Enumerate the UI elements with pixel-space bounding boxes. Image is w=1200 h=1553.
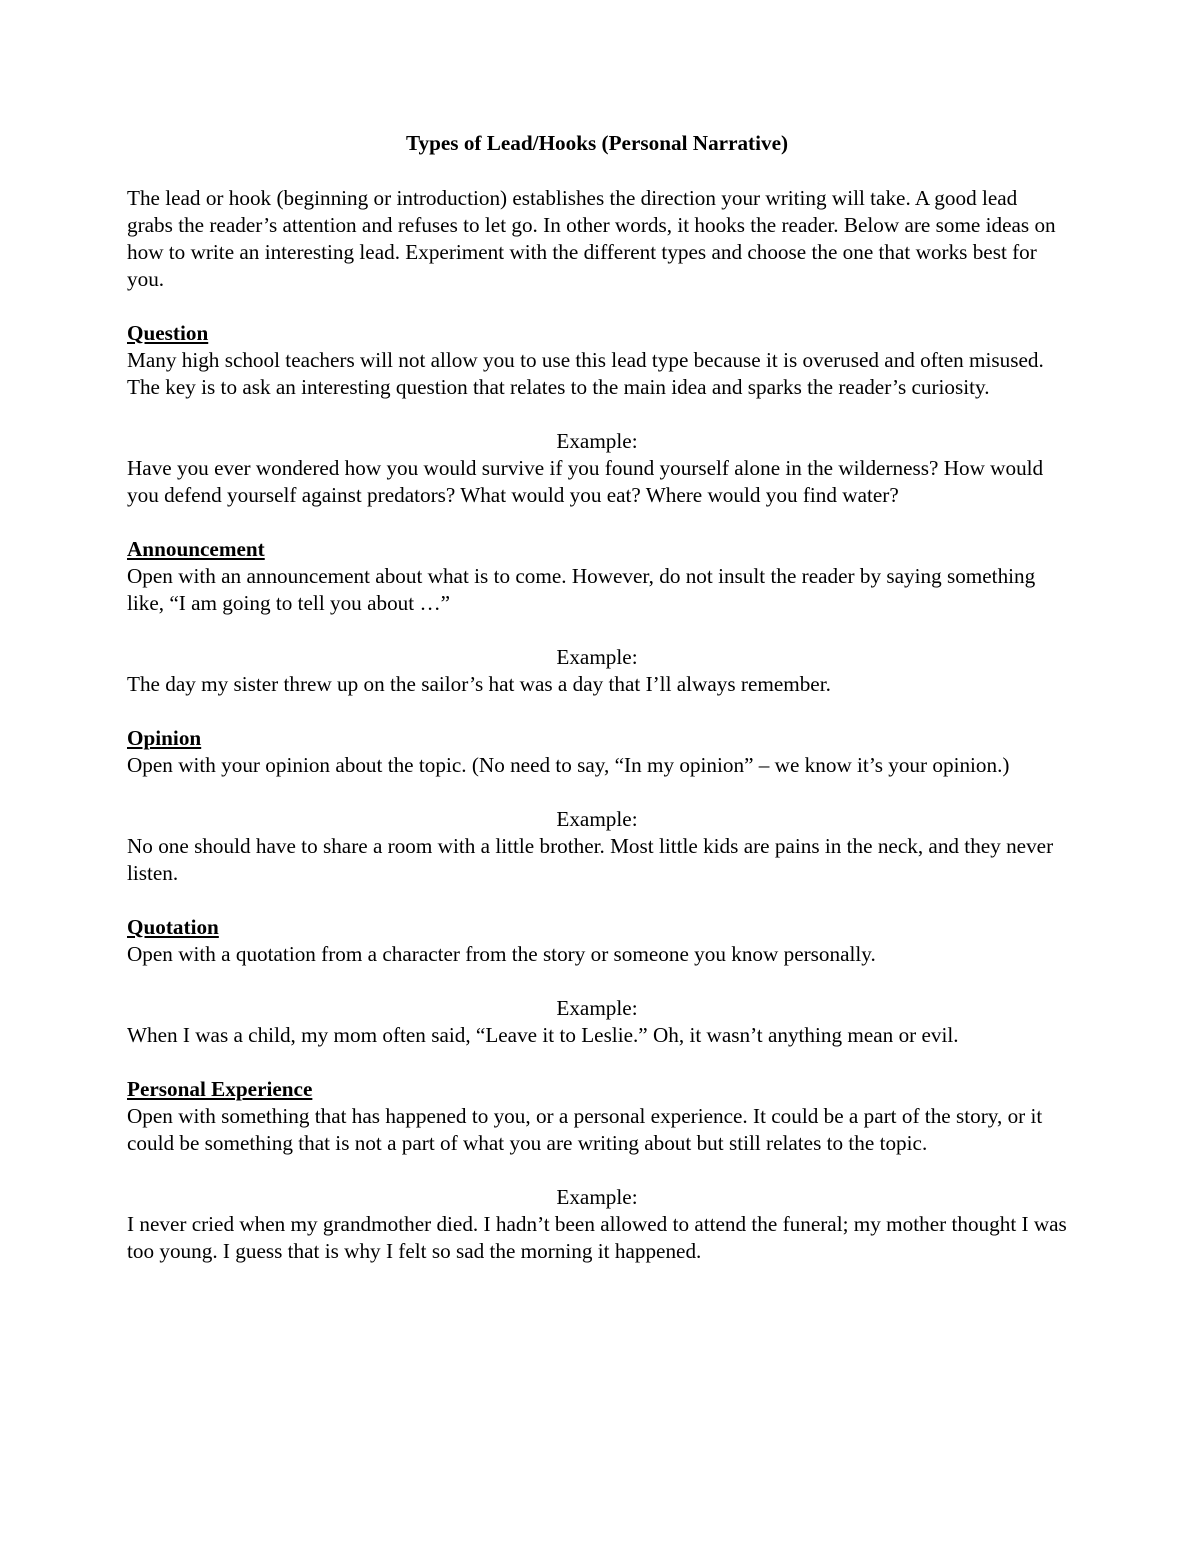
example-text: I never cried when my grandmother died. I hadn’t been allowed to attend the funeral; my mother thought I was too young. I guess that is why I felt so sad the morning it happened. <box>127 1212 1067 1263</box>
section-description: Open with a quotation from a character from the story or someone you know personally. <box>127 942 876 966</box>
example-text: Have you ever wondered how you would survive if you found yourself alone in the wilderness? How would you defend yourself against predators? What would you eat? Where would you find water? <box>127 456 1044 507</box>
section-heading: Opinion <box>127 726 202 750</box>
document-page <box>127 128 1067 1292</box>
example-label: Example: <box>556 429 638 453</box>
section-description: Open with your opinion about the topic. (No need to say, “In my opinion” – we know it’s your opinion.) <box>127 753 1010 777</box>
section-quotation <box>127 914 1067 1049</box>
example-label: Example: <box>556 807 638 831</box>
section-personal-experience <box>127 1076 1067 1265</box>
section-question <box>127 320 1067 509</box>
section-description: Open with an announcement about what is to come. However, do not insult the reader by saying something like, “I am going to tell you about …” <box>127 564 1036 615</box>
intro-paragraph: The lead or hook (beginning or introduction) establishes the direction your writing will take. A good lead grabs the reader’s attention and refuses to let go. In other words, it hooks the reader. Below are some ideas on how to write an interesting lead. Experiment with the different types and choose the one that works best for you. <box>127 186 1056 291</box>
section-description: Many high school teachers will not allow you to use this lead type because it is overused and often misused. The key is to ask an interesting question that relates to the main idea and sparks the reader’s curiosity. <box>127 348 1044 399</box>
example-text: No one should have to share a room with a little brother. Most little kids are pains in the neck, and they never listen. <box>127 834 1054 885</box>
example-label: Example: <box>556 1185 638 1209</box>
section-opinion <box>127 725 1067 887</box>
example-label: Example: <box>556 996 638 1020</box>
document-title: Types of Lead/Hooks (Personal Narrative) <box>405 131 789 155</box>
section-heading: Question <box>127 321 209 345</box>
section-announcement <box>127 536 1067 698</box>
section-description: Open with something that has happened to you, or a personal experience. It could be a part of the story, or it could be something that is not a part of what you are writing about but still relates to the topic. <box>127 1104 1043 1155</box>
example-label: Example: <box>556 645 638 669</box>
example-text: The day my sister threw up on the sailor’s hat was a day that I’ll always remember. <box>127 672 831 696</box>
example-text: When I was a child, my mom often said, “Leave it to Leslie.” Oh, it wasn’t anything mean or evil. <box>127 1023 959 1047</box>
section-heading: Personal Experience <box>127 1077 313 1101</box>
section-heading: Quotation <box>127 915 219 939</box>
section-heading: Announcement <box>127 537 265 561</box>
